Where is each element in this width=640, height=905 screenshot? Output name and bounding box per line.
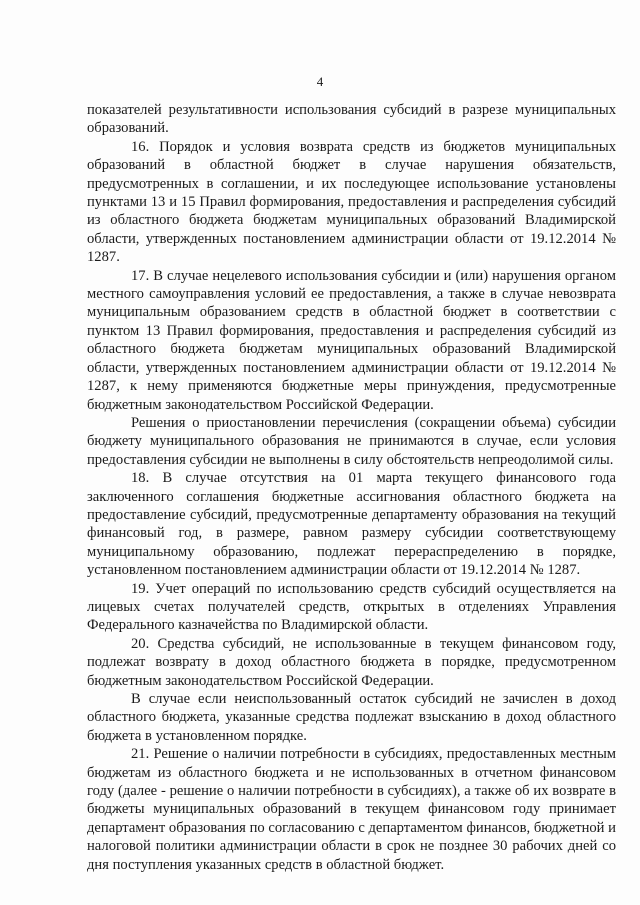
paragraph-19: 19. Учет операций по использованию средств субсидий осуществляется на лицевых счетах получателей средств, открытых в отделениях Управления Федерального казначейства по Владимирской области.: [87, 580, 616, 634]
paragraph-16: 16. Порядок и условия возврата средств из бюджетов муниципальных образований в областной бюджет в случае нарушения обязательств, предусмотренных в соглашении, и их последующее использование установлены пунктами 13 и 15 Правил формирования, предоставления и распределения субсидий из областного бюджета бюджетам муниципальных образований Владимирской области, утвержденных постановлением администрации области от 19.12.2014 № 1287.: [87, 138, 616, 266]
page-number: 4: [316, 74, 324, 89]
paragraph-17-suspension: Решения о приостановлении перечисления (сокращении объема) субсидии бюджету муниципального образования не принимаются в случае, если условия предоставления субсидии не выполнены в силу обстоятельств непреодолимой силы.: [87, 414, 616, 468]
paragraph-21: 21. Решение о наличии потребности в субсидиях, предоставленных местным бюджетам из областного бюджета и не использованных в отчетном финансовом году (далее - решение о наличии потребности в субсидиях), а также об их возврате в бюджеты муниципальных образований в текущем финансовом году принимает департамент образования по согласованию с департаментом финансов, бюджетной и налоговой политики администрации области в срок не позднее 30 рабочих дней со дня поступления указанных средств в областной бюджет.: [87, 746, 616, 873]
document-body: [87, 101, 616, 874]
paragraph-20-remainder: В случае если неиспользованный остаток субсидий не зачислен в доход областного бюджета, указанные средства подлежат взысканию в доход областного бюджета в установленном порядке.: [87, 691, 616, 744]
paragraph-18: 18. В случае отсутствия на 01 марта текущего финансового года заключенного соглашения бюджетные ассигнования областного бюджета на предоставление субсидий, предусмотренные департаменту образования на текущий финансовый год, в размере, равном размеру субсидии соответствующему муниципальному образованию, подлежат перераспределению в порядке, установленном постановлением администрации области от 19.12.2014 № 1287.: [87, 470, 616, 579]
paragraph-20: 20. Средства субсидий, не использованные в текущем финансовом году, подлежат возврату в доход областного бюджета в порядке, предусмотренном бюджетным законодательством Российской Федерации.: [87, 635, 616, 689]
paragraph-17: 17. В случае нецелевого использования субсидии и (или) нарушения органом местного самоуправления условий ее предоставления, а также в случае невозврата муниципальным образованием средств в областной бюджет в соответствии с пунктом 13 Правил формирования, предоставления и распределения субсидий из областного бюджета бюджетам муниципальных образований Владимирской области, утвержденных постановлением администрации области от 19.12.2014 № 1287, к нему применяются бюджетные меры принуждения, предусмотренные бюджетным законодательством Российской Федерации.: [87, 267, 616, 413]
paragraph-continuation: показателей результативности использования субсидий в разрезе муниципальных образований.: [87, 102, 616, 137]
